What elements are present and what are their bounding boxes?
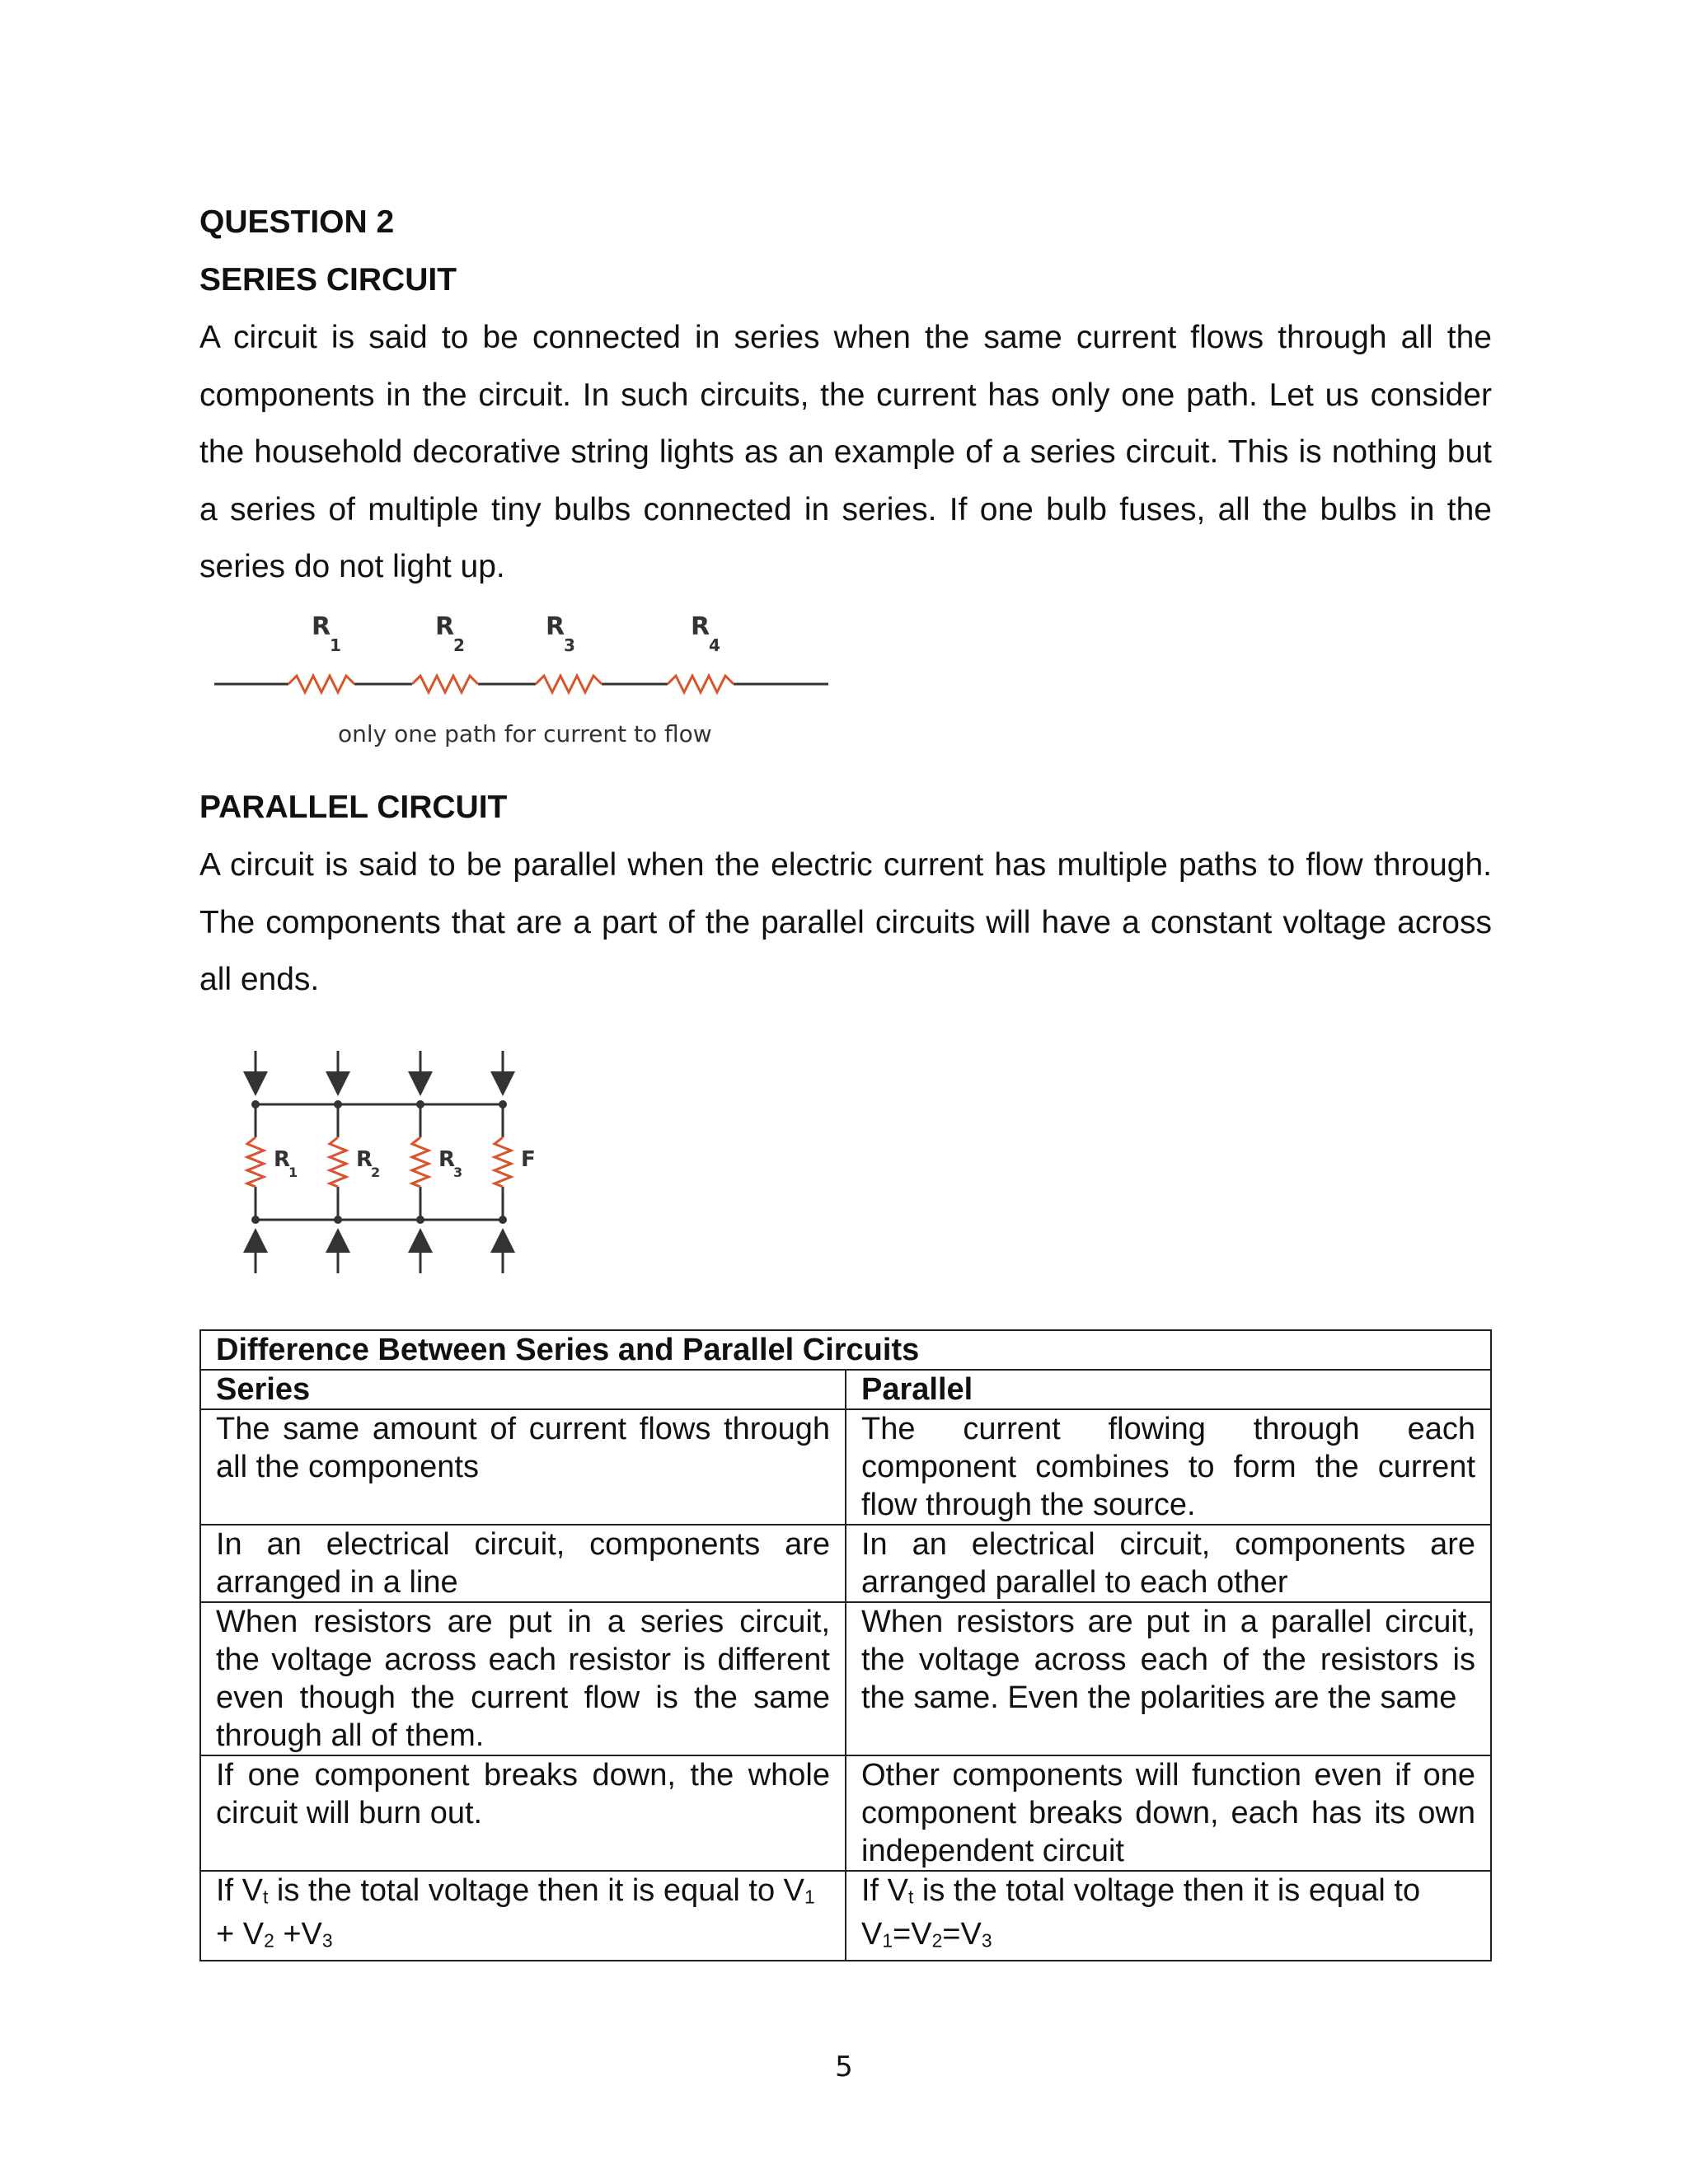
current-arrows <box>256 1051 503 1273</box>
cell-series: If one component breaks down, the whole circuit will burn out. <box>200 1755 846 1871</box>
resistor-p2 <box>330 1137 346 1187</box>
parallel-sub-r3: 3 <box>453 1165 463 1180</box>
parallel-label-r3: R <box>438 1147 456 1172</box>
cell-series: In an electrical circuit, components are arranged in a line <box>200 1525 846 1602</box>
comparison-table <box>199 1329 1492 1961</box>
table-title-row <box>200 1330 1491 1370</box>
resistor-p3 <box>412 1137 429 1187</box>
parallel-paragraph: A circuit is said to be parallel when the electric current has multiple paths to flow through. The components that are a part of the parallel circuits will have a constant voltage across all ends. <box>199 847 1492 997</box>
page-number: 5 <box>835 2050 853 2083</box>
table-row <box>200 1755 1491 1871</box>
series-label-r4: R <box>691 612 710 641</box>
series-paragraph: A circuit is said to be connected in series when the same current flows through all the components in the circuit. In such circuits, the current has only one path. Let us consider the household decorative string lights as an example of a series circuit. This is nothing but a series of multiple tiny bulbs connected in series. If one bulb fuses, all the bulbs in the series do not light up. <box>199 320 1492 584</box>
parallel-sub-r1: 1 <box>288 1165 298 1180</box>
series-sub-r3: 3 <box>564 635 575 655</box>
cell-parallel: In an electrical circuit, components are arranged parallel to each other <box>846 1525 1491 1602</box>
series-circuit-diagram <box>206 610 841 758</box>
series-sub-r2: 2 <box>453 635 465 655</box>
header-parallel: Parallel <box>846 1370 1491 1409</box>
question-title: QUESTION 2 <box>199 204 395 240</box>
parallel-section <box>199 779 1492 1009</box>
series-label-r2: R <box>435 612 455 641</box>
table-row <box>200 1602 1491 1755</box>
cell-parallel-voltage: If $V_t$ is the total voltage then it is equal to $V_1=V_2=V_3$ <box>846 1871 1491 1961</box>
parallel-label-r1: R <box>274 1147 291 1172</box>
cell-parallel: Other components will function even if one component breaks down, each has its own independent circuit <box>846 1755 1491 1871</box>
series-sub-r1: 1 <box>330 635 341 655</box>
header-series: Series <box>200 1370 846 1409</box>
parallel-label-r4: F <box>521 1147 536 1172</box>
parallel-heading: PARALLEL CIRCUIT <box>199 790 508 825</box>
cell-series-voltage: If $V_t$ is the total voltage then it is equal to $V_1 + V_2 +V_3$ <box>200 1871 846 1961</box>
resistor-p4 <box>495 1137 511 1187</box>
series-label-r1: R <box>312 612 331 641</box>
resistor-p1 <box>247 1137 264 1187</box>
table-header-row <box>200 1370 1491 1409</box>
parallel-sub-r2: 2 <box>371 1165 381 1180</box>
cell-series: The same amount of current flows through all the components <box>200 1409 846 1525</box>
series-heading: SERIES CIRCUIT <box>199 262 457 298</box>
parallel-wires <box>256 1104 503 1220</box>
series-caption: only one path for current to flow <box>338 720 712 748</box>
parallel-circuit-diagram <box>239 1047 552 1277</box>
resistor-r2 <box>412 676 478 692</box>
cell-parallel: The current flowing through each component combines to form the current flow through the source. <box>846 1409 1491 1525</box>
parallel-label-r2: R <box>356 1147 373 1172</box>
series-label-r3: R <box>546 612 565 641</box>
cell-parallel: When resistors are put in a parallel circuit, the voltage across each of the resistors is the same. Even the polarities are the same <box>846 1602 1491 1755</box>
series-sub-r4: 4 <box>709 635 720 655</box>
resistor-r3 <box>536 676 602 692</box>
cell-series: When resistors are put in a series circuit, the voltage across each resistor is different even though the current flow is the same through all of them. <box>200 1602 846 1755</box>
table-row <box>200 1525 1491 1602</box>
table-row <box>200 1871 1491 1961</box>
table-row <box>200 1409 1491 1525</box>
page-content <box>199 194 1492 596</box>
table-title: Difference Between Series and Parallel Circuits <box>200 1330 1491 1370</box>
resistor-r4 <box>668 676 734 692</box>
resistor-r1 <box>288 676 354 692</box>
